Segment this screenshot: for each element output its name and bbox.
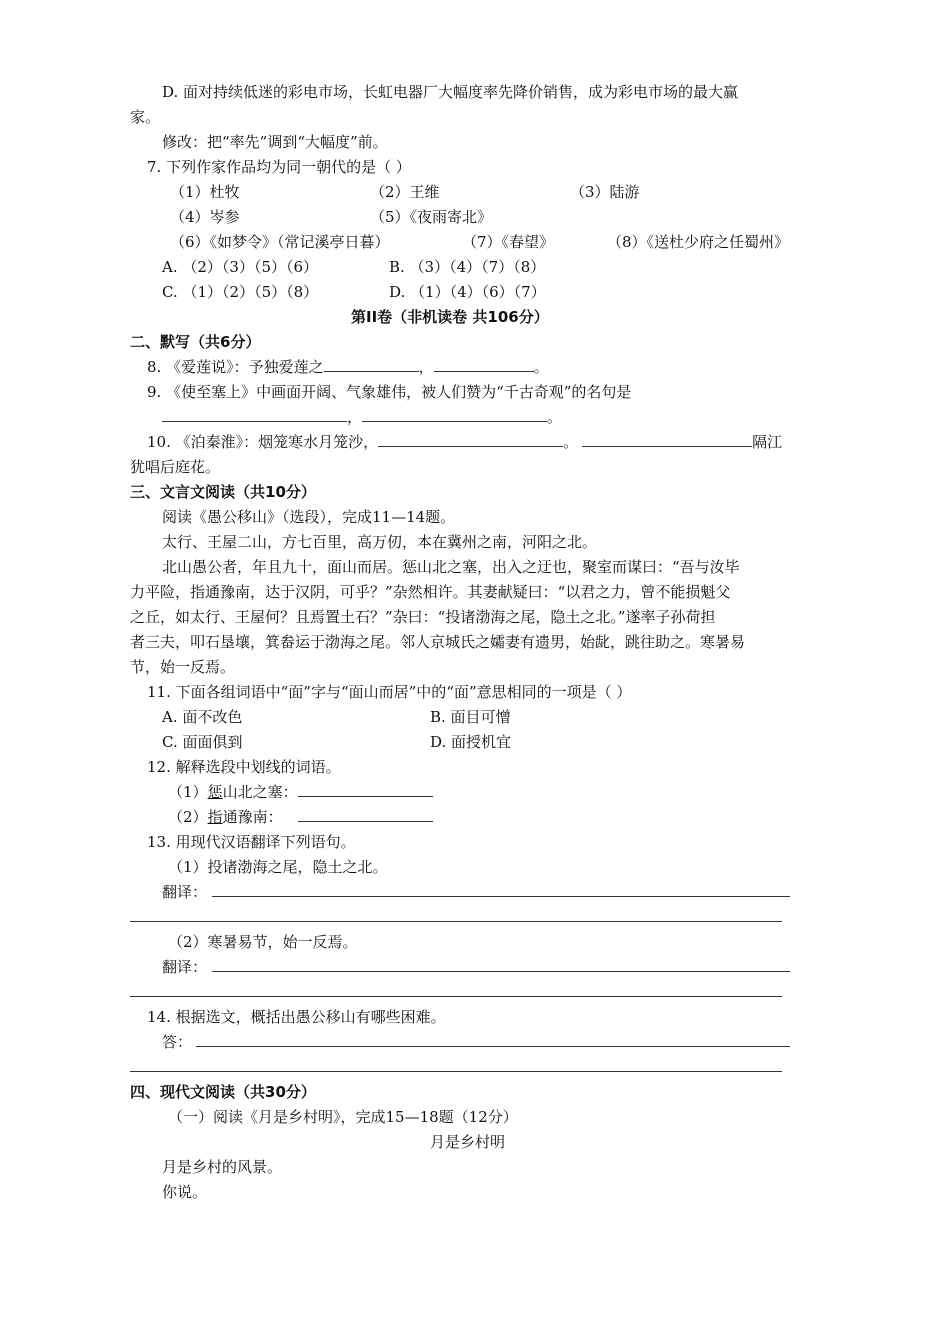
q8 xyxy=(147,355,549,379)
q11-option-a: A. 面不改色 xyxy=(162,708,243,726)
q10-text-2: 隔江 xyxy=(752,433,783,451)
q7-item-6: （6）《如梦令》（常记溪亭日暮） xyxy=(170,233,390,251)
q10-mid: 。 xyxy=(563,433,579,451)
q14-answer-line-1[interactable] xyxy=(196,1046,790,1047)
q10 xyxy=(147,430,782,454)
q13: 13. 用现代汉语翻译下列语句。 xyxy=(147,833,356,851)
q9-sep: ， xyxy=(347,408,363,426)
essay-line-1: 月是乡村的风景。 xyxy=(162,1158,283,1176)
q12-2-text: 通豫南： xyxy=(222,808,283,826)
q7-item-8: （8）《送杜少府之任蜀州》 xyxy=(607,233,790,251)
q9-blank-1[interactable] xyxy=(162,405,347,422)
q12-2 xyxy=(168,805,433,829)
q11-option-d: D. 面授机宜 xyxy=(430,733,512,751)
q14: 14. 根据选文，概括出愚公移山有哪些困难。 xyxy=(147,1008,446,1026)
essay-line-2: 你说。 xyxy=(162,1183,208,1201)
section2-title: 二、默写（共6分） xyxy=(130,333,261,351)
sec4-intro: （一）阅读《月是乡村明》，完成15—18题（12分） xyxy=(168,1108,518,1126)
q6-option-d: D. 面对持续低迷的彩电市场，长虹电器厂大幅度率先降价销售，成为彩电市场的最大赢 xyxy=(162,83,739,101)
q7-option-c: C. （1）（2）（5）（8） xyxy=(162,283,319,301)
q8-end: 。 xyxy=(533,358,549,376)
q14-answer-label: 答： xyxy=(162,1033,193,1051)
essay-title: 月是乡村明 xyxy=(430,1133,506,1151)
passage-p1: 太行、王屋二山，方七百里，高万仞，本在冀州之南，河阳之北。 xyxy=(162,533,598,551)
q10-blank-2[interactable] xyxy=(582,430,752,447)
sec3-intro: 阅读《愚公移山》（选段），完成11—14题。 xyxy=(162,508,456,526)
q12-1-underlined-word: 惩 xyxy=(207,783,223,801)
q13-2-answer-line-2[interactable] xyxy=(130,996,782,997)
section4-title: 四、现代文阅读（共30分） xyxy=(130,1083,316,1101)
passage-p2-line3: 之丘，如太行、王屋何？且焉置土石？”杂曰：“投诸渤海之尾，隐土之北。”遂率子孙荷担 xyxy=(130,608,716,626)
q12-2-num: （2） xyxy=(168,808,208,826)
q7-stem: 7. 下列作家作品均为同一朝代的是（ ） xyxy=(147,158,411,176)
q8-blank-2[interactable] xyxy=(434,355,534,372)
q9-blank-2[interactable] xyxy=(362,405,547,422)
q12-1-num: （1） xyxy=(168,783,208,801)
q13-1-translate-label: 翻译： xyxy=(162,883,208,901)
q10-cont: 犹唱后庭花。 xyxy=(130,458,221,476)
q8-blank-1[interactable] xyxy=(324,355,419,372)
q6-option-d-cont: 家。 xyxy=(130,108,161,126)
q7-option-b: B. （3）（4）（7）（8） xyxy=(389,258,546,276)
q13-2: （2）寒暑易节，始一反焉。 xyxy=(168,933,358,951)
q7-item-3: （3）陆游 xyxy=(570,183,640,201)
q7-option-d: D. （1）（4）（6）（7） xyxy=(389,283,546,301)
q12-1-blank[interactable] xyxy=(298,780,433,797)
q12-1-text: 山北之塞： xyxy=(222,783,298,801)
q9-answer-line xyxy=(162,405,562,429)
q11-option-c: C. 面面俱到 xyxy=(162,733,243,751)
q6-fix: 修改：把“率先”调到“大幅度”前。 xyxy=(162,133,388,151)
q13-1-answer-line-1[interactable] xyxy=(212,896,790,897)
q12: 12. 解释选段中划线的词语。 xyxy=(147,758,341,776)
q9-end: 。 xyxy=(547,408,563,426)
q7-item-5: （5）《夜雨寄北》 xyxy=(370,208,493,226)
q8-text: 8. 《爱莲说》：予独爱莲之 xyxy=(147,358,324,376)
part2-title: 第II卷（非机读卷 共106分） xyxy=(351,308,549,326)
q9: 9. 《使至塞上》中画面开阔、气象雄伟，被人们赞为“千古奇观”的名句是 xyxy=(147,383,632,401)
q7-option-a: A. （2）（3）（5）（6） xyxy=(162,258,319,276)
q12-2-blank[interactable] xyxy=(298,805,433,822)
passage-p2-line1: 北山愚公者，年且九十，面山而居。惩山北之塞，出入之迂也，聚室而谋曰：“吾与汝毕 xyxy=(162,558,740,576)
q12-2-underlined-word: 指 xyxy=(207,808,223,826)
q13-1: （1）投诸渤海之尾，隐土之北。 xyxy=(168,858,388,876)
q7-item-1: （1）杜牧 xyxy=(170,183,240,201)
q13-1-answer-line-2[interactable] xyxy=(130,921,782,922)
passage-p2-line2: 力平险，指通豫南，达于汉阴，可乎？”杂然相许。其妻献疑曰：“以君之力，曾不能损魁父 xyxy=(130,583,731,601)
q7-item-2: （2）王维 xyxy=(370,183,440,201)
q7-item-7: （7）《春望》 xyxy=(462,233,555,251)
q13-2-answer-line-1[interactable] xyxy=(212,971,790,972)
q13-2-translate-label: 翻译： xyxy=(162,958,208,976)
passage-p2-line5: 节，始一反焉。 xyxy=(130,658,236,676)
q7-item-4: （4）岑参 xyxy=(170,208,240,226)
section3-title: 三、文言文阅读（共10分） xyxy=(130,483,316,501)
q12-1 xyxy=(168,780,433,804)
q11: 11. 下面各组词语中“面”字与“面山而居”中的“面”意思相同的一项是（ ） xyxy=(147,683,632,701)
q10-blank-1[interactable] xyxy=(378,430,563,447)
q8-sep: ， xyxy=(418,358,434,376)
q11-option-b: B. 面目可憎 xyxy=(430,708,511,726)
q14-answer-line-2[interactable] xyxy=(130,1071,782,1072)
passage-p2-line4: 者三夫，叩石垦壤，箕畚运于渤海之尾。邻人京城氏之孀妻有遗男，始龀，跳往助之。寒暑易 xyxy=(130,633,746,651)
q10-text: 10. 《泊秦淮》：烟笼寒水月笼沙， xyxy=(147,433,379,451)
